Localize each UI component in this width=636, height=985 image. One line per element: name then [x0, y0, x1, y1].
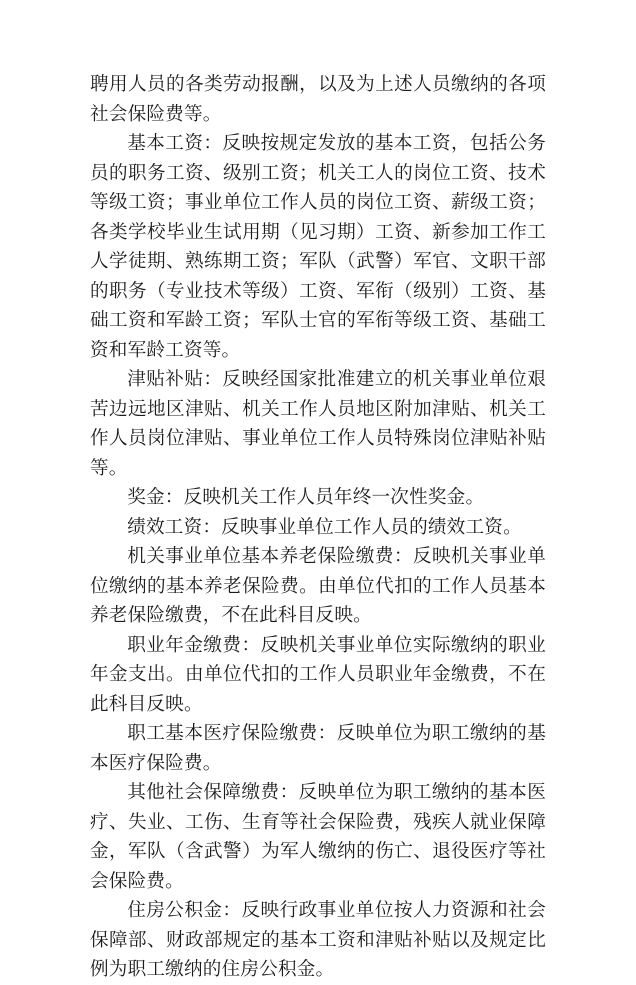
paragraph-performance-pay: 绩效工资：反映事业单位工作人员的绩效工资。 [127, 516, 522, 538]
paragraph-continuation: 聘用人员的各类劳动报酬，以及为上述人员缴纳的各项社会保险费等。 [90, 74, 546, 125]
paragraph-medical-insurance: 职工基本医疗保险缴费：反映单位为职工缴纳的基本医疗保险费。 [90, 723, 546, 774]
paragraph-allowances: 津贴补贴：反映经国家批准建立的机关事业单位艰苦边远地区津贴、机关工作人员地区附加津贴、机关工作人员岗位津贴、事业单位工作人员特殊岗位津贴补贴等。 [90, 369, 546, 479]
paragraph-bonus: 奖金：反映机关工作人员年终一次性奖金。 [127, 487, 485, 508]
paragraph-pension-insurance: 机关事业单位基本养老保险缴费：反映机关事业单位缴纳的基本养老保险费。由单位代扣的工作人员基本养老保险缴费，不在此科目反映。 [90, 546, 546, 626]
paragraph-occupational-annuity: 职业年金缴费：反映机关事业单位实际缴纳的职业年金支出。由单位代扣的工作人员职业年金缴费，不在此科目反映。 [90, 634, 546, 715]
paragraph-basic-salary: 基本工资：反映按规定发放的基本工资，包括公务员的职务工资、级别工资；机关工人的岗位工资、技术等级工资；事业单位工作人员的岗位工资、薪级工资；各类学校毕业生试用期（见习期）工资、新参加工作工人学徒期、熟练期工资；军队（武警）军官、文职干部的职务（专业技术等级）工资、军衔（级别）工资、基础工资和军龄工资；军队士官的军衔等级工资、基础工资和军龄工资等。 [90, 133, 546, 361]
paragraph-other-social-security: 其他社会保障缴费：反映单位为职工缴纳的基本医疗、失业、工伤、生育等社会保险费，残疾人就业保障金，军队（含武警）为军人缴纳的伤亡、退役医疗等社会保险费。 [90, 782, 546, 892]
document-body [90, 70, 546, 985]
paragraph-housing-fund: 住房公积金：反映行政事业单位按人力资源和社会保障部、财政部规定的基本工资和津贴补贴以及规定比例为职工缴纳的住房公积金。 [90, 900, 546, 980]
